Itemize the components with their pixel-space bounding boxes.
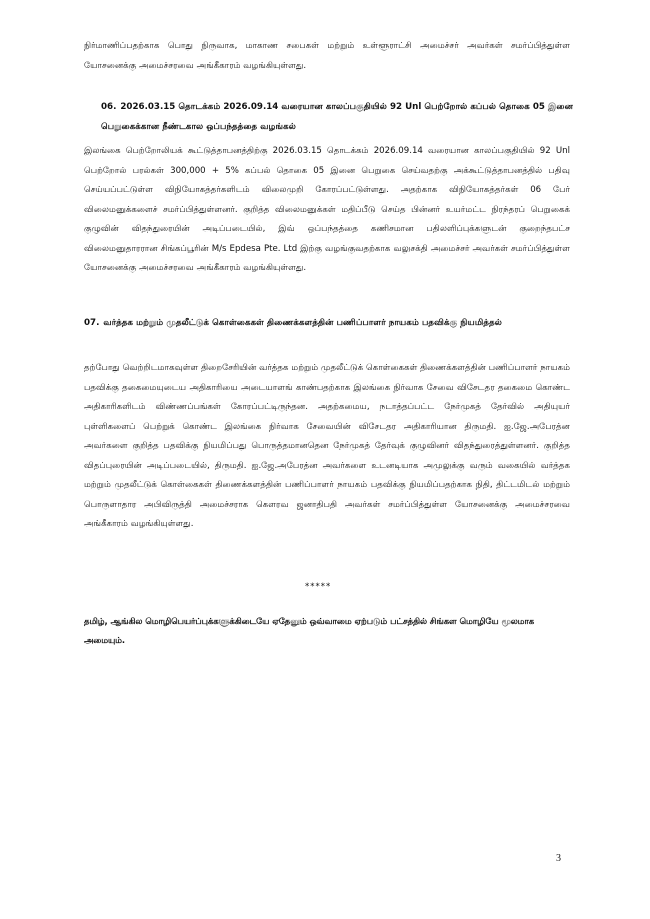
separator-stars: ***** (305, 582, 332, 592)
section-06-heading (84, 97, 587, 137)
section-07-heading (84, 313, 570, 333)
section-07-title: வர்த்தக மற்றும் முதலீட்டுக் கொள்கைகள் திணைக்களத்தின் பணிப்பாளர் நாயகம் பதவிக்கு நியமித்தல் (103, 318, 502, 328)
page-number: 3 (556, 853, 561, 864)
section-07-body: தற்போது வெற்றிடமாகவுள்ள திறைசேரியின் வர்த்தக மற்றும் முதலீட்டுக் கொள்கைகள் திணைக்களத்தின் பணிப்பாளர் நாயகம் பதவிக்கு தகைமையுடைய அதிகாரியை அடையாளங் காண்பதற்காக இலங்கை நிர்வாக சேவை விசேடதர தகைமை கொண்ட அதிகாரிகளிடம் விண்ணப்பங்கள் கோரப்பட்டிருந்தன. அதற்கமைய, நடாத்தப்பட்ட நேர்முகத் தேர்வில் அதியுயர் புள்ளிகளைப் பெற்றுக் கொண்ட இலங்கை நிர்வாக சேவையின் விசேடதர அதிகாரியான திருமதி. ஐ.ஜே.அபேரத்ன அவர்களை குறித்த பதவிக்கு நியமிப்பது பொருத்தமானதென நேர்முகத் தேர்வுக் குழுவினர் விதந்துரைத்துள்ளனர். குறித்த விதப்புரையின் அடிப்படையில், திருமதி. ஐ.ஜே.அபேரத்ன அவர்களை உடனடியாக அமுலுக்கு வரும் வகையில் வர்த்தக மற்றும் முதலீட்டுக் கொள்கைகள் திணைக்களத்தின் பணிப்பாளர் நாயகம் பதவிக்கு நியமிப்பதற்காக நிதி, திட்டமிடல் மற்றும் பொருளாதார அபிவிருத்தி அமைச்சராக கௌரவ ஜனாதிபதி அவர்கள் சமர்ப்பித்துள்ள யோசனைக்கு அமைச்சரவை அங்கீகாரம் வழங்கியுள்ளது. (84, 363, 570, 529)
section-06-title: 2026.03.15 தொடக்கம் 2026.09.14 வரையான காலப்பகுதியில் 92 Unl பெற்றோல் கப்பல் தொகை 05 இனை பெறுகைக்கான நீண்டகால ஒப்பந்தத்தை வழங்கல் (101, 102, 574, 132)
section-06-number: 06. (101, 102, 117, 112)
section-07-number: 07. (84, 318, 100, 328)
section-06-body: இலங்கை பெற்றோலியக் கூட்டுத்தாபனத்திற்கு 2026.03.15 தொடக்கம் 2026.09.14 வரையான காலப்பகுதியில் 92 Unl பெற்றோல் பரல்கள் 300,000 + 5% கப்பல் தொகை 05 இனை பெறுகை செய்வதற்கு அக்கூட்டுத்தாபனத்தில் பதிவு செய்யப்பட்டுள்ள விநியோகத்தர்களிடம் விலைமுறி கோரப்பட்டுள்ளது. அதற்காக விநியோகத்தர்கள் 06 பேர் விலைமனுக்களைச் சமர்ப்பித்துள்ளனர். குறித்த விலைமனுக்கள் மதிப்பீடு செய்த பின்னர் உயர்மட்ட நிரந்தரப் பெறுகைக் குழுவின் விதந்துரையின் அடிப்படையில், இவ் ஒப்பந்தத்தை கணிசமான பதிலளிப்புக்களுடன் குறைந்தபட்ச விலைமனுதாரரான சிங்கப்பூரின் M/s Epdesa Pte. Ltd இற்கு வழங்குவதற்காக வலுசக்தி அமைச்சர் அவர்கள் சமர்ப்பித்துள்ள யோசனைக்கு அமைச்சரவை அங்கீகாரம் வழங்கியுள்ளது. (84, 146, 570, 273)
translation-footnote: தமிழ், ஆங்கில மொழிபெயர்ப்புக்களுக்கிடையே ஏதேனும் ஒவ்வாமை ஏற்படும் பட்சத்தில் சிங்கள மொழியே மூலமாக அமையும். (84, 616, 535, 645)
intro-paragraph: நிர்மாணிப்பதற்காக பொது நிருவாக, மாகாண சபைகள் மற்றும் உள்ளூராட்சி அமைச்சர் அவர்கள் சமர்ப்பித்துள்ள யோசனைக்கு அமைச்சரவை அங்கீகாரம் வழங்கியுள்ளது. (84, 41, 570, 71)
